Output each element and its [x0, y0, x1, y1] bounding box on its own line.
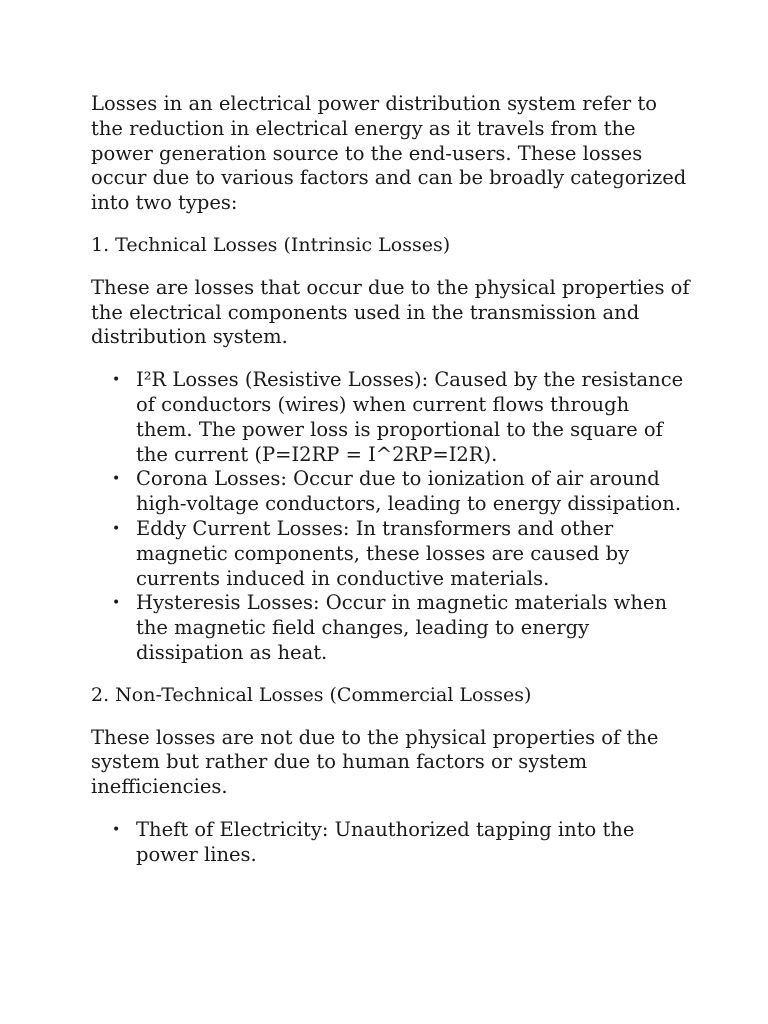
non-technical-losses-list: [91, 818, 691, 868]
list-item-text: Occur due to ionization of air around high-voltage conductors, leading to energy dissipation.: [136, 467, 682, 516]
list-item-term: Theft of Electricity:: [136, 817, 329, 841]
bullet-icon: •: [112, 471, 121, 488]
list-item-text: Occur in magnetic materials when the magnetic field changes, leading to energy dissipation as heat.: [136, 591, 668, 664]
list-item-term: Corona Losses:: [136, 467, 287, 491]
bullet-icon: •: [112, 520, 121, 537]
list-item: [91, 467, 691, 517]
document-page: [91, 92, 691, 868]
list-item: [91, 368, 691, 467]
list-item: [91, 517, 691, 591]
list-item-text: Caused by the resistance of conductors (wires) when current flows through them. The power loss is proportional to the square of the current (P=I2RP = I^2RP=I2R).: [136, 368, 684, 466]
list-item-text: Unauthorized tapping into the power lines.: [136, 817, 635, 866]
technical-losses-description: These are losses that occur due to the physical properties of the electrical components used in the transmission and distribution system.: [91, 275, 690, 349]
list-item: [91, 818, 691, 868]
technical-losses-list: [91, 368, 691, 666]
non-technical-losses-description: These losses are not due to the physical properties of the system but rather due to human factors or system inefficiencies.: [91, 725, 659, 799]
list-item-term: Eddy Current Losses:: [136, 516, 350, 540]
non-technical-losses-heading: 2. Non-Technical Losses (Commercial Losses): [91, 683, 532, 706]
list-item-term: Hysteresis Losses:: [136, 591, 320, 615]
bullet-icon: •: [112, 595, 121, 612]
list-item: [91, 591, 691, 665]
bullet-icon: •: [112, 372, 121, 389]
intro-paragraph: Losses in an electrical power distribution system refer to the reduction in electrical energy as it travels from the power generation source to the end-users. These losses occur due to various factors and can be broadly categorized into two types:: [91, 92, 687, 215]
bullet-icon: •: [112, 821, 121, 838]
technical-losses-heading: 1. Technical Losses (Intrinsic Losses): [91, 233, 451, 256]
list-item-text: In transformers and other magnetic components, these losses are caused by currents induced in conductive materials.: [136, 516, 630, 590]
list-item-term: I²R Losses (Resistive Losses):: [136, 368, 429, 392]
